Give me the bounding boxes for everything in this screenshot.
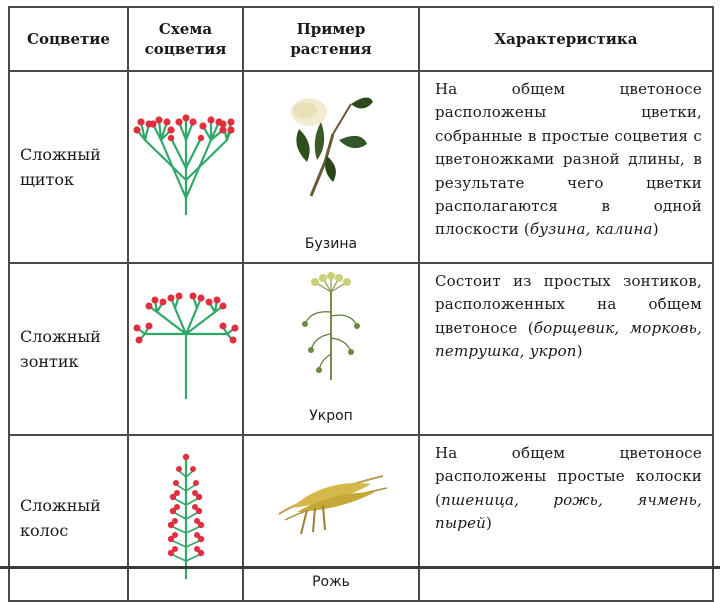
characteristic-examples: борщевик, морковь, петрушка, укроп (435, 318, 702, 361)
table-row (9, 435, 713, 601)
plant-photo-cell (243, 435, 419, 601)
table-row (9, 263, 713, 435)
bottom-border (0, 566, 720, 569)
characteristic-end: ) (486, 514, 493, 533)
plant-name: Рожь (312, 574, 350, 590)
rye-image (271, 458, 391, 538)
characteristic-end: ) (652, 220, 659, 239)
dill-image (291, 272, 371, 382)
characteristic-text: Состоит из простых зонтиков, расположенных на общем цветоносе ( (435, 272, 702, 337)
elderberry-image (281, 84, 381, 204)
characteristic-cell (419, 71, 713, 263)
header-inflorescence: Соцветие (9, 7, 128, 71)
header-example (243, 7, 419, 71)
characteristic-cell (419, 435, 713, 601)
inflorescence-name (9, 263, 128, 435)
inflorescence-name-line1: Сложный (20, 327, 101, 346)
inflorescence-name (9, 435, 128, 601)
inflorescence-name-line2: колос (20, 521, 69, 540)
plant-photo-cell (243, 71, 419, 263)
inflorescence-name (9, 71, 128, 263)
plant-photo-cell (243, 263, 419, 435)
inflorescence-name-line1: Сложный (20, 145, 101, 164)
characteristic-text: На общем цветоносе расположены простые колоски ( (435, 444, 702, 509)
table-row (9, 71, 713, 263)
compound-umbel-diagram (131, 292, 241, 402)
plant-name: Бузина (304, 236, 358, 252)
scheme-cell (128, 71, 243, 263)
header-scheme (128, 7, 243, 71)
scheme-cell (128, 435, 243, 601)
header-example-line2: растения (290, 40, 372, 58)
header-example-line1: Пример (296, 20, 366, 38)
characteristic-examples: пшеница, рожь, ячмень, пырей (435, 490, 702, 533)
compound-corymb-diagram (131, 110, 241, 220)
header-characteristic: Характеристика (419, 7, 713, 71)
characteristic-end: ) (576, 342, 583, 361)
characteristic-text: На общем цветоносе расположены цветки, собранные в простые соцветия с цветоножками разной длины, в результате чего цветки располагаются в одной плоскости ( (435, 80, 702, 239)
header-row (9, 7, 713, 71)
inflorescence-name-line2: щиток (20, 170, 75, 189)
inflorescence-table (8, 6, 714, 602)
scheme-cell (128, 263, 243, 435)
inflorescence-name-line1: Сложный (20, 496, 101, 515)
header-scheme-line2: соцветия (144, 40, 227, 58)
inflorescence-name-line2: зонтик (20, 352, 79, 371)
compound-spike-diagram (151, 451, 221, 581)
header-scheme-line1: Схема (158, 20, 213, 38)
plant-name: Укроп (309, 408, 353, 424)
characteristic-examples: бузина, калина (529, 220, 653, 239)
characteristic-cell (419, 263, 713, 435)
